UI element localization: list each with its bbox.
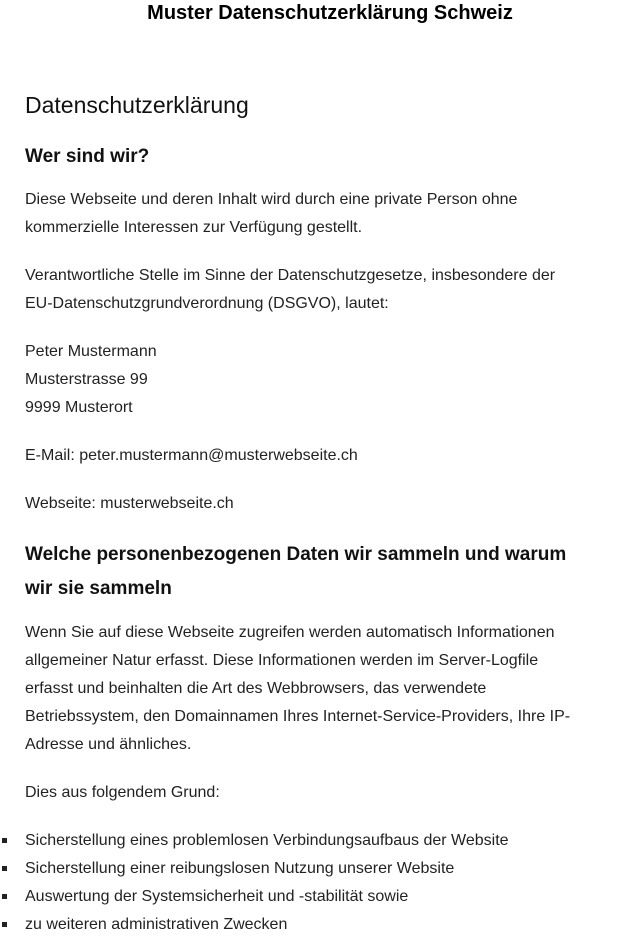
address-name: Peter Mustermann <box>25 343 157 360</box>
email-line: E-Mail: peter.mustermann@musterwebseite.ch <box>25 447 358 464</box>
section-heading-line: Welche personenbezogenen Daten wir sammeln und warum <box>25 544 567 565</box>
reasons-list <box>25 827 630 939</box>
list-item-text: zu weiteren administrativen Zwecken <box>25 916 288 933</box>
bullet-icon <box>2 922 7 927</box>
address-city: 9999 Musterort <box>25 399 133 416</box>
intro-line: kommerzielle Interessen zur Verfügung gestellt. <box>25 219 363 236</box>
list-item-text: Auswertung der Systemsicherheit und -stabilität sowie <box>25 888 409 905</box>
list-item <box>25 911 630 939</box>
intro-line: Diese Webseite und deren Inhalt wird durch eine private Person ohne <box>25 191 518 208</box>
list-item <box>25 883 630 911</box>
paragraph-line: erfasst und beinhalten die Art des Webbrowsers, das verwendete <box>25 680 487 697</box>
bullet-icon <box>2 866 7 871</box>
address-street: Musterstrasse 99 <box>25 371 148 388</box>
bullet-icon <box>2 894 7 899</box>
paragraph-line: Adresse und ähnliches. <box>25 736 192 753</box>
list-item-text: Sicherstellung einer reibungslosen Nutzung unserer Website <box>25 860 455 877</box>
paragraph-line: allgemeiner Natur erfasst. Diese Informationen werden im Server-Logfile <box>25 652 539 669</box>
data-collection-paragraph <box>25 619 630 759</box>
section-heading-line: wir sie sammeln <box>25 578 172 599</box>
reason-intro: Dies aus folgendem Grund: <box>25 784 220 801</box>
bullet-icon <box>2 838 7 843</box>
address-block <box>25 338 630 422</box>
section-heading-who-we-are: Wer sind wir? <box>25 146 150 167</box>
section-heading-data-collected <box>25 538 630 606</box>
paragraph-line: Betriebssystem, den Domainnamen Ihres Internet-Service-Providers, Ihre IP- <box>25 708 571 725</box>
document-body <box>25 90 630 939</box>
list-item <box>25 855 630 883</box>
responsible-line: EU-Datenschutzgrundverordnung (DSGVO), lautet: <box>25 295 389 312</box>
list-item <box>25 827 630 855</box>
intro-paragraph <box>25 186 630 242</box>
page-heading: Datenschutzerklärung <box>25 92 249 118</box>
responsible-paragraph <box>25 262 630 318</box>
responsible-line: Verantwortliche Stelle im Sinne der Datenschutzgesetze, insbesondere der <box>25 267 556 284</box>
website-line: Webseite: musterwebseite.ch <box>25 495 234 512</box>
list-item-text: Sicherstellung eines problemlosen Verbindungsaufbaus der Website <box>25 832 509 849</box>
document-title: Muster Datenschutzerklärung Schweiz <box>147 2 513 24</box>
paragraph-line: Wenn Sie auf diese Webseite zugreifen werden automatisch Informationen <box>25 624 555 641</box>
